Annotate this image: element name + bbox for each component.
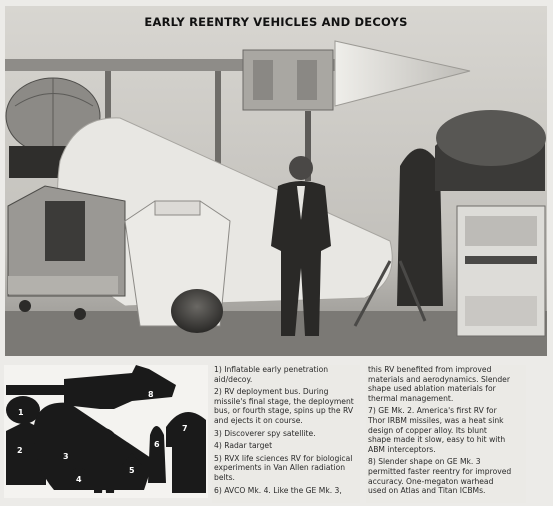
caption-8: 8) Slender shape on GE Mk. 3 permitted faster reentry for improved accuracy. One-megaton warhead used on Atlas and Titan ICBMs. [368, 457, 512, 496]
captions-column-2 [366, 365, 526, 503]
caption-6: 6) AVCO Mk. 4. Like the GE Mk. 3, [214, 485, 342, 495]
key-number-5: 5 [129, 466, 135, 475]
photograph [5, 6, 547, 356]
key-number-2: 2 [17, 446, 23, 455]
silhouette-8-rail [6, 385, 86, 395]
silhouette-console [172, 447, 206, 493]
caption-2: 2) RV deployment bus. During missile's final stage, the deployment bus, or fourth stage, spins up the RV and ejects it on course. [214, 387, 354, 425]
key-number-8: 8 [148, 390, 154, 399]
page-title: EARLY REENTRY VEHICLES AND DECOYS [144, 15, 408, 29]
caption-6-continued: this RV benefited from improved materials and aerodynamics. Slender shape used ablation materials for thermal management. [368, 365, 510, 403]
key-number-4: 4 [76, 475, 82, 484]
silhouette-6 [148, 426, 166, 483]
key-number-3: 3 [63, 452, 69, 461]
caption-5: 5) RVX life sciences RV for biological experiments in Van Allen radiation belts. [214, 453, 353, 482]
key-number-1: 1 [18, 408, 24, 417]
silhouette-key-drawing [4, 365, 208, 498]
caption-4: 4) Radar target [214, 441, 273, 451]
key-number-7: 7 [182, 424, 188, 433]
caption-3: 3) Discoverer spy satellite. [214, 428, 316, 438]
caption-1: 1) Inflatable early penetration aid/decoy. [214, 365, 329, 384]
captions-column-1 [212, 365, 360, 503]
caption-7: 7) GE Mk. 2. America's first RV for Thor IRBM missiles, was a heat sink design of copper alloy. Its blunt shape made it slow, easy to hit with ABM interceptors. [368, 406, 506, 454]
key-number-6: 6 [154, 440, 160, 449]
silhouette-key [4, 365, 208, 498]
photo-illustration [5, 6, 547, 356]
